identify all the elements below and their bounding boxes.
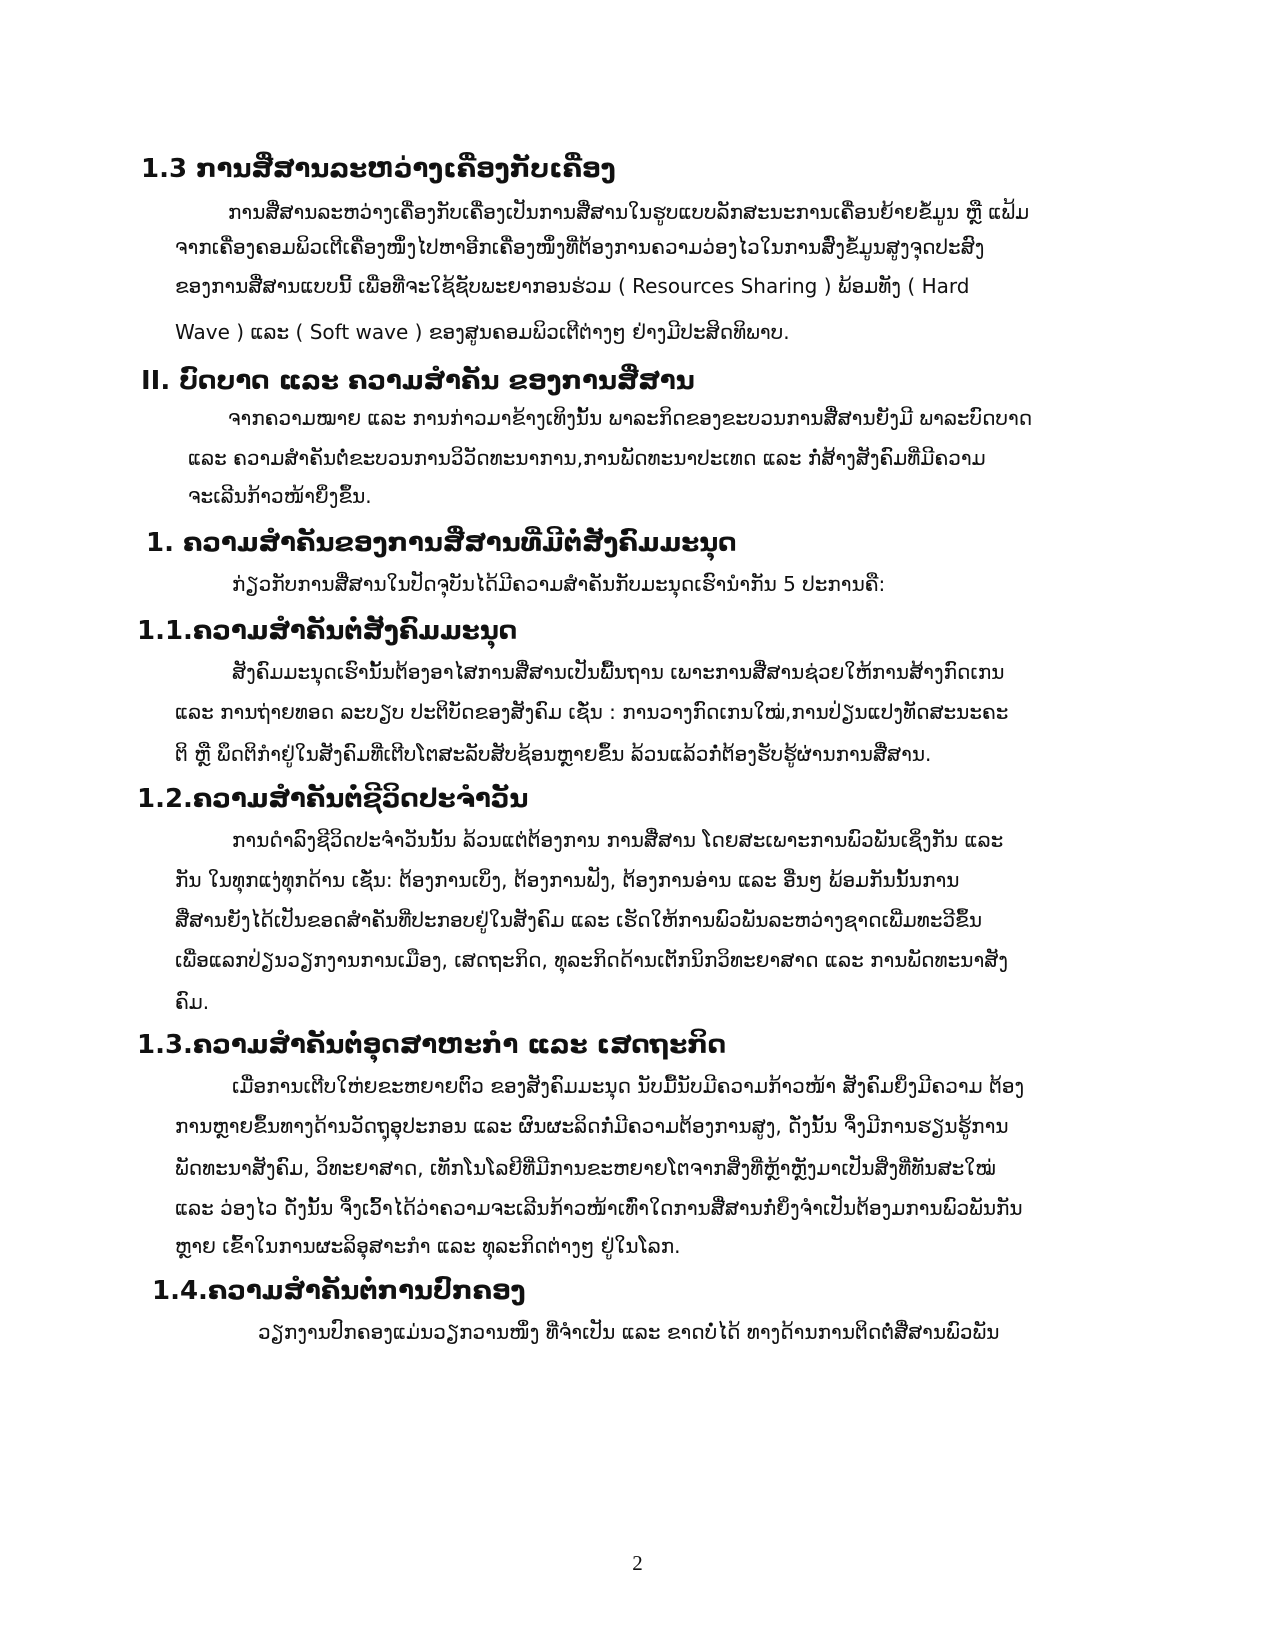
heading-1-1-human-society: 1.1.ຄວາມສຳຄັນຕໍ່ສັງຄົມມະນຸດ bbox=[137, 616, 518, 646]
text-line: ແລະ ວ່ອງໄວ ດັ່ງນັ້ນ ຈຶ່ງເວົ້າໄດ້ວ່າຄວາມຈະເລີນກ້າວໜ້າເທົ່າໃດການສື່ສານກໍ່ຍິ່ງຈຳເປັນຕ້ອງມການພົວພັນກັນ bbox=[175, 1196, 1023, 1220]
text-line: ເພື່ອແລກປ່ຽນວຽກງານການເມືອງ, ເສດຖະກິດ, ທຸລະກິດດ້ານເຕັກນິກວິທະຍາສາດ ແລະ ການພັດທະນາສັງ bbox=[175, 948, 1008, 972]
heading-ii-role-and-importance: II. ບົດບາດ ແລະ ຄວາມສຳຄັນ ຂອງການສື່ສານ bbox=[141, 366, 695, 396]
text-line: ພັດທະນາສັງຄົມ, ວິທະຍາສາດ, ເທັກໂນໂລຍີທີ່ມີການຂະຫຍາຍໂຕຈາກສິ່ງທີ່ຫຼ້າຫຼັງມາເປັນສິ່ງທີ່ທັນສະໃໝ່ bbox=[175, 1156, 996, 1180]
text-line: ຂອງການສື່ສານແບບນີ້ ເພື່ອທີ່ຈະໃຊ້ຊັບພະຍາກອນຮ່ວມ ( Resources Sharing ) ພ້ອມທັງ ( Hard bbox=[175, 274, 970, 298]
heading-1-3-machine-communication: 1.3 ການສື່ສານລະຫວ່າງເຄື່ອງກັບເຄື່ອງ bbox=[141, 154, 616, 184]
heading-1-3-industry-economy: 1.3.ຄວາມສຳຄັນຕໍ່ອຸດສາຫະກຳ ແລະ ເສດຖະກິດ bbox=[137, 1030, 727, 1060]
text-line: ເມື່ອການເຕີບໃຫ່ຍຂະຫຍາຍຕົວ ຂອງສັງຄົມມະນຸດ ນັບມື້ນັບມີຄວາມກ້າວໜ້າ ສັງຄົມຍິ່ງມີຄວາມ ຕ້ອງ bbox=[232, 1074, 1025, 1098]
text-line: ການຫຼາຍຂຶ້ນທາງດ້ານວັດຖຸອຸປະກອນ ແລະ ຜົນຜະລິດກໍ່ມີຄວາມຕ້ອງການສູງ, ດັ່ງນັ້ນ ຈຶ່ງມີການຮຽນຮູ້ການ bbox=[175, 1114, 1009, 1138]
text-line: ແລະ ການຖ່າຍທອດ ລະບຽບ ປະຕິບັດຂອງສັງຄົມ ເຊັ່ນ : ການວາງກົດເກນໃໝ່,ການປ່ຽນແປງທັດສະນະຄະ bbox=[175, 700, 1009, 724]
text-line: ຄົມ. bbox=[175, 990, 210, 1014]
heading-1-4-governance: 1.4.ຄວາມສຳຄັນຕໍ່ການປົກຄອງ bbox=[152, 1276, 526, 1306]
page-number: 2 bbox=[632, 1551, 643, 1575]
text-line: ຈາກເຄື່ອງຄອມພິວເຕີເຄື່ອງໜຶ່ງໄປຫາອີກເຄື່ອງໜຶ່ງທີ່ຕ້ອງການຄວາມວ່ອງໄວໃນການສົ່ງຂໍ້ມູນສູງຈຸດປະສົງ bbox=[175, 235, 985, 259]
text-line: ກັນ ໃນທຸກແງ່ທຸກດ້ານ ເຊັ່ນ: ຕ້ອງການເບິ່ງ, ຕ້ອງການຟັງ, ຕ້ອງການອ່ານ ແລະ ອື່ນໆ ພ້ອມກັນນັ້ນການ bbox=[175, 868, 960, 892]
text-line: ສື່ສານຍັງໄດ້ເປັນຂອດສຳຄັນທີ່ປະກອບຢູ່ໃນສັງຄົມ ແລະ ເຮັດໃຫ້ການພົວພັນລະຫວ່າງຊາດເພີ່ມທະວີຂຶ້ນ bbox=[175, 908, 983, 932]
heading-1-2-daily-life: 1.2.ຄວາມສຳຄັນຕໍ່ຊີວິດປະຈຳວັນ bbox=[137, 784, 529, 814]
text-line: ກ່ຽວກັບການສື່ສານໃນປັດຈຸບັນໄດ້ມີຄວາມສຳຄັນກັບມະນຸດເຮົານຳກັນ 5 ປະການຄື: bbox=[232, 572, 886, 596]
text-line: ສັງຄົມມະນຸດເຮົານັ້ນຕ້ອງອາໄສການສື່ສານເປັນພື້ນຖານ ເພາະການສື່ສານຊ່ວຍໃຫ້ການສ້າງກົດເກນ bbox=[232, 660, 1005, 684]
text-line: ການສື່ສານລະຫວ່າງເຄື່ອງກັບເຄື່ອງເປັນການສື່ສານໃນຮູບແບບລັກສະນະການເຄື່ອນຍ້າຍຂໍ້ມູນ ຫຼື ແຟ້ມ bbox=[228, 200, 1030, 224]
heading-1-importance-to-society: 1. ຄວາມສຳຄັນຂອງການສື່ສານທີ່ມີຕໍ່ສັງຄົມມະນຸດ bbox=[146, 528, 737, 558]
text-line: ການດຳລົງຊີວິດປະຈຳວັນນັ້ນ ລ້ວນແຕ່ຕ້ອງການ ການສື່ສານ ໂດຍສະເພາະການພົວພັນເຊິ່ງກັນ ແລະ bbox=[232, 828, 1004, 852]
text-line: ແລະ ຄວາມສຳຄັນຕໍ່ຂະບວນການວິວັດທະນາການ,ການພັດທະນາປະເທດ ແລະ ກໍ່ສ້າງສັງຄົມທີ່ມີຄວາມ bbox=[188, 446, 986, 470]
text-line: ວຽກງານປົກຄອງແມ່ນວຽກວານໜຶ່ງ ທີ່ຈຳເປັນ ແລະ ຂາດບໍ່ໄດ້ ທາງດ້ານການຕິດຕໍ່ສື່ສານພົວພັນ bbox=[258, 1320, 1000, 1344]
text-line: ຈາກຄວາມໝາຍ ແລະ ການກ່າວມາຂ້າງເທິງນັ້ນ ພາລະກິດຂອງຂະບວນການສື່ສານຍັງມີ ພາລະບົດບາດ bbox=[228, 406, 1033, 430]
text-line: Wave ) ແລະ ( Soft wave ) ຂອງສູນຄອມພິວເຕີຕ່າງໆ ຢ່າງມີປະສິດທິພາບ. bbox=[175, 320, 790, 344]
text-line: ຫຼາຍ ເຂົ້າໃນການຜະລິອຸສາະກຳ ແລະ ທຸລະກິດຕ່າງໆ ຢູ່ໃນໂລກ. bbox=[175, 1234, 681, 1258]
text-line: ຈະເລີນກ້າວໜ້າຍິ່ງຂຶ້ນ. bbox=[188, 484, 372, 508]
text-line: ຕິ ຫຼື ພຶດຕິກຳຢູ່ໃນສັງຄົມທີ່ເຕີບໂຕສະລັບສັບຊ້ອນຫຼາຍຂຶ້ນ ລ້ວນແລ້ວກໍ່ຕ້ອງຮັບຮູ້ຜ່ານການສື່ສານ. bbox=[175, 742, 932, 766]
